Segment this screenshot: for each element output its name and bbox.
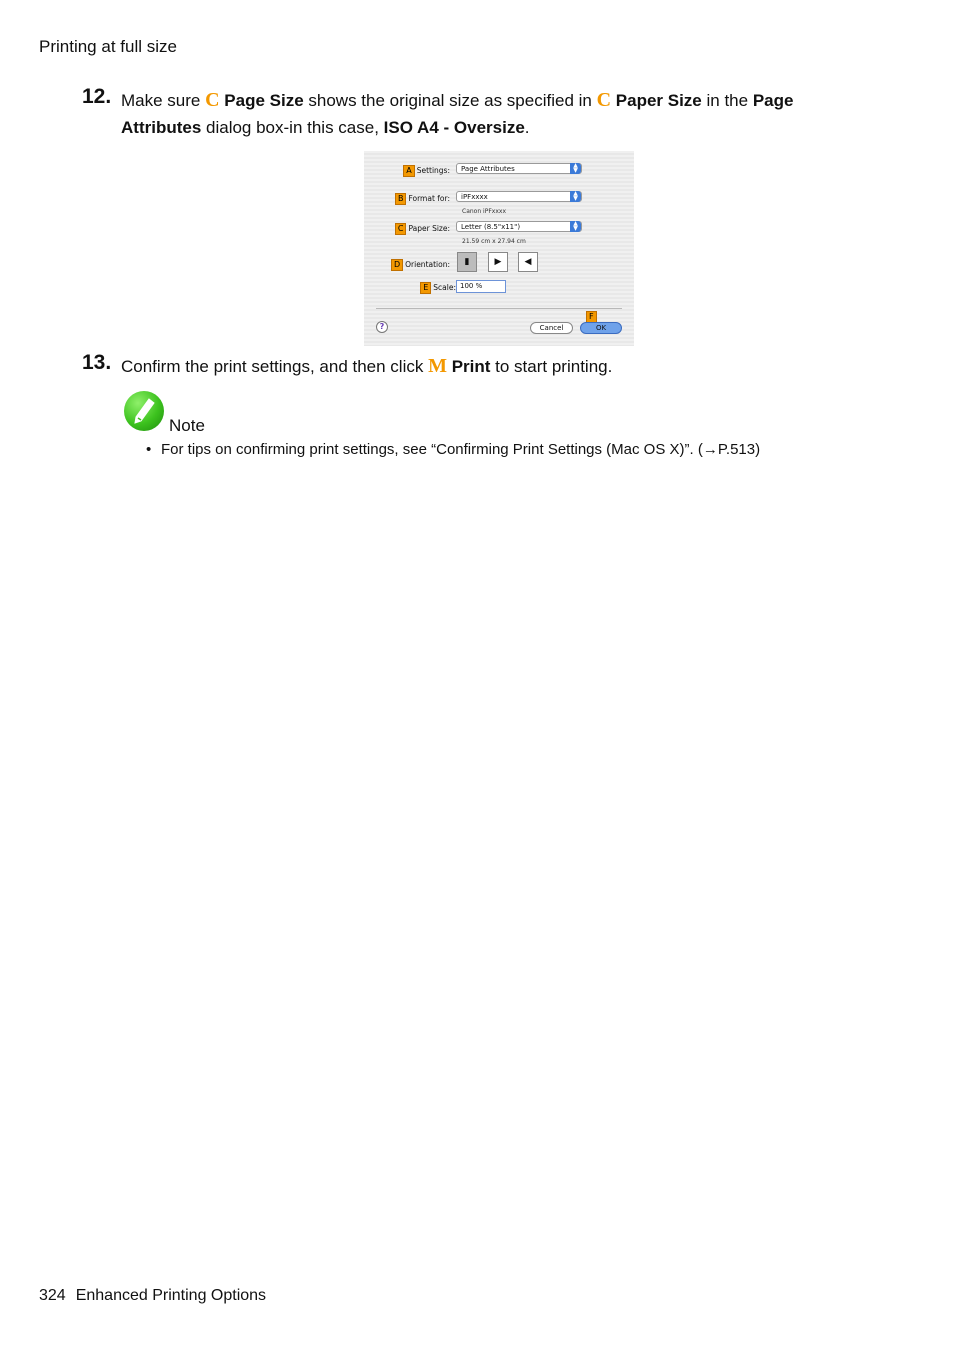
- paper-size-subtext: 21.59 cm x 27.94 cm: [462, 238, 526, 245]
- callout-tag: B: [395, 193, 407, 205]
- ok-button[interactable]: OK: [580, 322, 622, 334]
- cancel-button[interactable]: Cancel: [530, 322, 573, 334]
- orientation-label: Orientation:: [405, 260, 450, 269]
- note-label: Note: [169, 416, 205, 435]
- callout-c: C: [205, 89, 220, 111]
- updown-arrows-icon: ▲ ▼: [570, 221, 581, 232]
- bullet: •: [146, 441, 152, 458]
- format-for-popup[interactable]: iPFxxxx ▲ ▼: [456, 191, 582, 202]
- step-12: [82, 87, 872, 141]
- page-header: Printing at full size: [39, 37, 177, 56]
- updown-arrows-icon: ▲ ▼: [570, 191, 581, 202]
- portrait-orientation-icon[interactable]: ▮: [457, 252, 477, 272]
- callout-m: M: [428, 355, 447, 377]
- scale-label: Scale:: [433, 283, 456, 292]
- step-text: Make sure C Page Size shows the original size as specified in C Paper Size in the Page Attributes dialog box-in this case, ISO A4 - Oversize.: [121, 89, 794, 137]
- step-number: 13.: [82, 351, 112, 374]
- step-text: Confirm the print settings, and then click M Print to start printing.: [121, 355, 613, 377]
- paper-size-popup[interactable]: Letter (8.5"x11") ▲ ▼: [456, 221, 582, 232]
- page-footer: [39, 1287, 266, 1305]
- note-text: For tips on confirming print settings, see “Confirming Print Settings (Mac OS X)”. (→P.513): [161, 441, 761, 458]
- reverse-landscape-orientation-icon[interactable]: ◀: [518, 252, 538, 272]
- callout-tag: A: [403, 165, 414, 177]
- dialog-divider: [376, 308, 622, 309]
- callout-tag: E: [420, 282, 431, 294]
- paper-size-label: Paper Size:: [408, 224, 450, 233]
- callout-tag: C: [395, 223, 407, 235]
- format-for-label: Format for:: [408, 194, 450, 203]
- step-13: [82, 353, 872, 380]
- paper-size-row: [364, 221, 634, 235]
- page-number: 324: [39, 1287, 66, 1304]
- scale-input[interactable]: 100 %: [456, 280, 506, 293]
- footer-section: Enhanced Printing Options: [75, 1287, 267, 1304]
- note-pencil-icon: [124, 391, 164, 431]
- page-attributes-dialog: [364, 151, 634, 346]
- landscape-orientation-icon[interactable]: ▶: [488, 252, 508, 272]
- callout-tag: D: [391, 259, 403, 271]
- settings-label: Settings:: [416, 166, 450, 175]
- settings-row: [364, 163, 634, 177]
- step-number: 12.: [82, 85, 112, 108]
- scale-row: [364, 280, 634, 294]
- note-item: [146, 441, 760, 458]
- settings-popup[interactable]: Page Attributes ▲ ▼: [456, 163, 582, 174]
- callout-tag: F: [586, 311, 597, 323]
- help-icon[interactable]: ?: [376, 321, 388, 333]
- format-for-row: [364, 191, 634, 205]
- callout-c: C: [596, 89, 612, 111]
- updown-arrows-icon: ▲ ▼: [570, 163, 581, 174]
- format-for-subtext: Canon iPFxxxx: [462, 208, 506, 215]
- orientation-row: [364, 252, 634, 276]
